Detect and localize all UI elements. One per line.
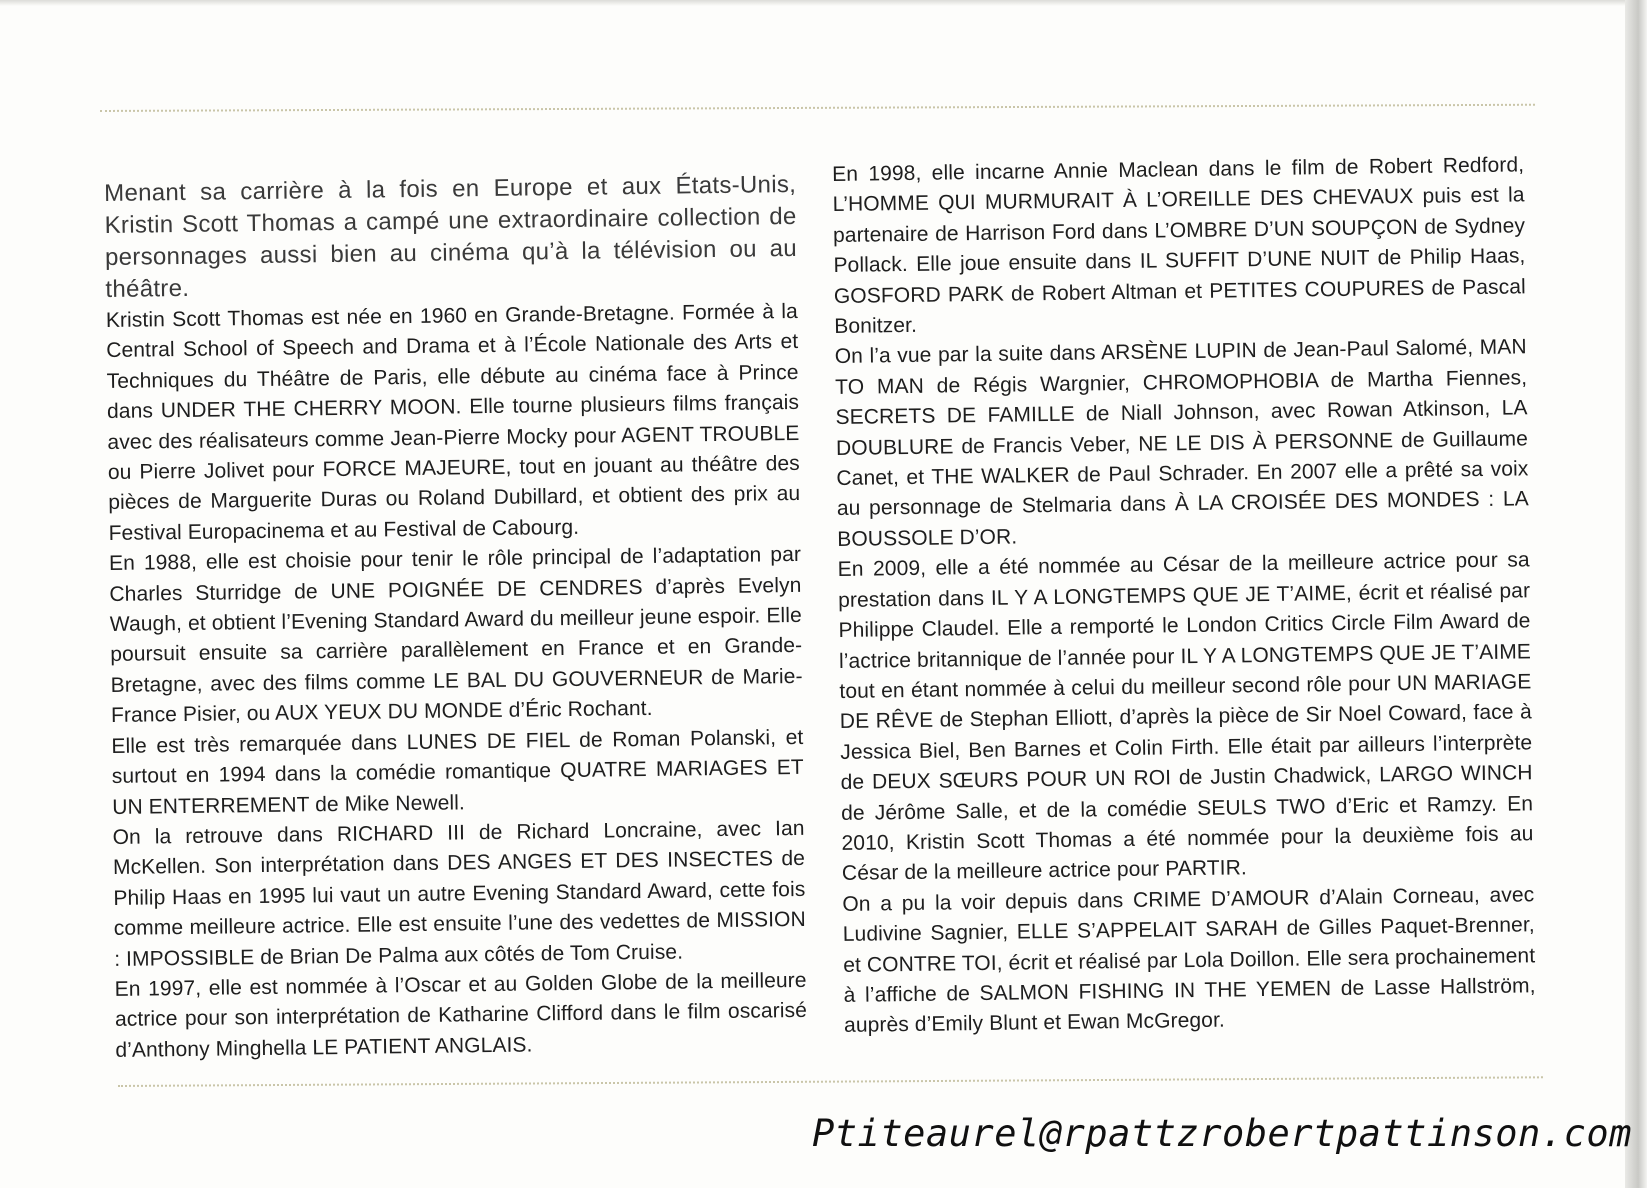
biography-paragraph: En 1998, elle incarne Annie Maclean dans le film de Robert Redford, L’HOMME QUI MURMURAIT À L’OREILLE DES CHEVAUX puis est la partenaire de Harrison Ford dans L’OMBRE D’UN SOUPÇON de Sydney Pollack. Elle joue ensuite dans IL SUFFIT D’UNE NUIT de Philip Haas, GOSFORD PARK de Robert Altman et PETITES COUPURES de Pascal Bonitzer. <box>832 153 1526 339</box>
left-column <box>104 169 808 1066</box>
biography-paragraph: On la retrouve dans RICHARD III de Richard Loncraine, avec Ian McKellen. Son interprétation dans DES ANGES ET DES INSECTES de Philip Haas en 1995 lui vaut un autre Evening Standard Award, cette fois comme meilleure actrice. Elle est ensuite l’une des vedettes de MISSION : IMPOSSIBLE de Brian De Palma aux côtés de Tom Cruise. <box>112 816 806 971</box>
page-edge-right <box>1625 0 1647 1188</box>
biography-paragraph: Kristin Scott Thomas est née en 1960 en Grande-Bretagne. Formée à la Central School of Speech and Drama et à l’École Nationale des Arts et Techniques du Théâtre de Paris, elle débute au cinéma face à Prince dans UNDER THE CHERRY MOON. Elle tourne plusieurs films français avec des réalisateurs comme Jean-Pierre Mocky pour AGENT TROUBLE ou Pierre Jolivet pour FORCE MAJEURE, tout en jouant au théâtre des pièces de Marguerite Duras ou Roland Dubillard, et obtient des prix au Festival Europacinema et au Festival de Cabourg. <box>105 299 801 545</box>
watermark-text: Ptiteaurel@rpattzrobertpattinson.com <box>812 1112 1632 1155</box>
biography-paragraph: On l’a vue par la suite dans ARSÈNE LUPIN de Jean-Paul Salomé, MAN TO MAN de Régis Wargnier, CHROMOPHOBIA de Martha Fiennes, SECRETS DE FAMILLE de Niall Johnson, avec Rowan Atkinson, LA DOUBLURE de Francis Veber, NE LE DIS À PERSONNE de Guillaume Canet, et THE WALKER de Paul Schrader. En 2007 elle a prêté sa voix au personnage de Stelmaria dans À LA CROISÉE DES MONDES : LA BOUSSOLE D’OR. <box>834 335 1529 551</box>
bottom-dotted-rule <box>118 1076 1543 1087</box>
page-edge-top <box>0 0 1647 6</box>
intro-paragraph: Menant sa carrière à la fois en Europe et aux États-Unis, Kristin Scott Thomas a campé une extraordinaire collection de personnages aussi bien au cinéma qu’à la télévision ou au théâtre. <box>104 170 798 303</box>
biography-paragraph: En 2009, elle a été nommée au César de la meilleure actrice pour sa prestation dans IL Y A LONGTEMPS QUE JE T’AIME, écrit et réalisé par Philippe Claudel. Elle a remporté le London Critics Circle Film Award de l’actrice britannique de l’année pour IL Y A LONGTEMPS QUE JE T’AIME tout en étant nommée à celui du meilleur second rôle pour UN MARIAGE DE RÊVE de Stephan Elliott, d’après la pièce de Sir Noel Coward, face à Jessica Biel, Ben Barnes et Colin Firth. Elle était par ailleurs l’interprète de DEUX SŒURS POUR UN ROI de Justin Chadwick, LARGO WINCH de Jérôme Salle, et de la comédie SEULS TWO d’Eric et Ramzy. En 2010, Kristin Scott Thomas a été nommée pour la deuxième fois au César de la meilleure actrice pour PARTIR. <box>837 548 1534 886</box>
right-column <box>832 150 1536 1041</box>
top-dotted-rule <box>100 104 1535 112</box>
biography-paragraph: Elle est très remarquée dans LUNES DE FIEL de Roman Polanski, et surtout en 1994 dans la comédie romantique QUATRE MARIAGES ET UN ENTERREMENT de Mike Newell. <box>111 725 804 819</box>
biography-paragraph: On a pu la voir depuis dans CRIME D’AMOUR d’Alain Corneau, avec Ludivine Sagnier, ELLE S’APPELAIT SARAH de Gilles Paquet-Brenner, et CONTRE TOI, écrit et réalisé par Lola Doillon. Elle sera prochainement à l’affiche de SALMON FISHING IN THE YEMEN de Lasse Hallström, auprès d’Emily Blunt et Ewan McGregor. <box>842 883 1536 1038</box>
biography-paragraph: En 1988, elle est choisie pour tenir le rôle principal de l’adaptation par Charles Sturridge de UNE POIGNÉE DE CENDRES d’après Evelyn Waugh, et obtient l’Evening Standard Award du meilleur jeune espoir. Elle poursuit ensuite sa carrière parallèlement en France et en Grande-Bretagne, avec des films comme LE BAL DU GOUVERNEUR de Marie-France Pisier, ou AUX YEUX DU MONDE d’Éric Rochant. <box>108 543 803 728</box>
biography-paragraph: En 1997, elle est nommée à l’Oscar et au Golden Globe de la meilleure actrice pour son interprétation de Katharine Clifford dans le film oscarisé d’Anthony Minghella LE PATIENT ANGLAIS. <box>114 968 808 1062</box>
